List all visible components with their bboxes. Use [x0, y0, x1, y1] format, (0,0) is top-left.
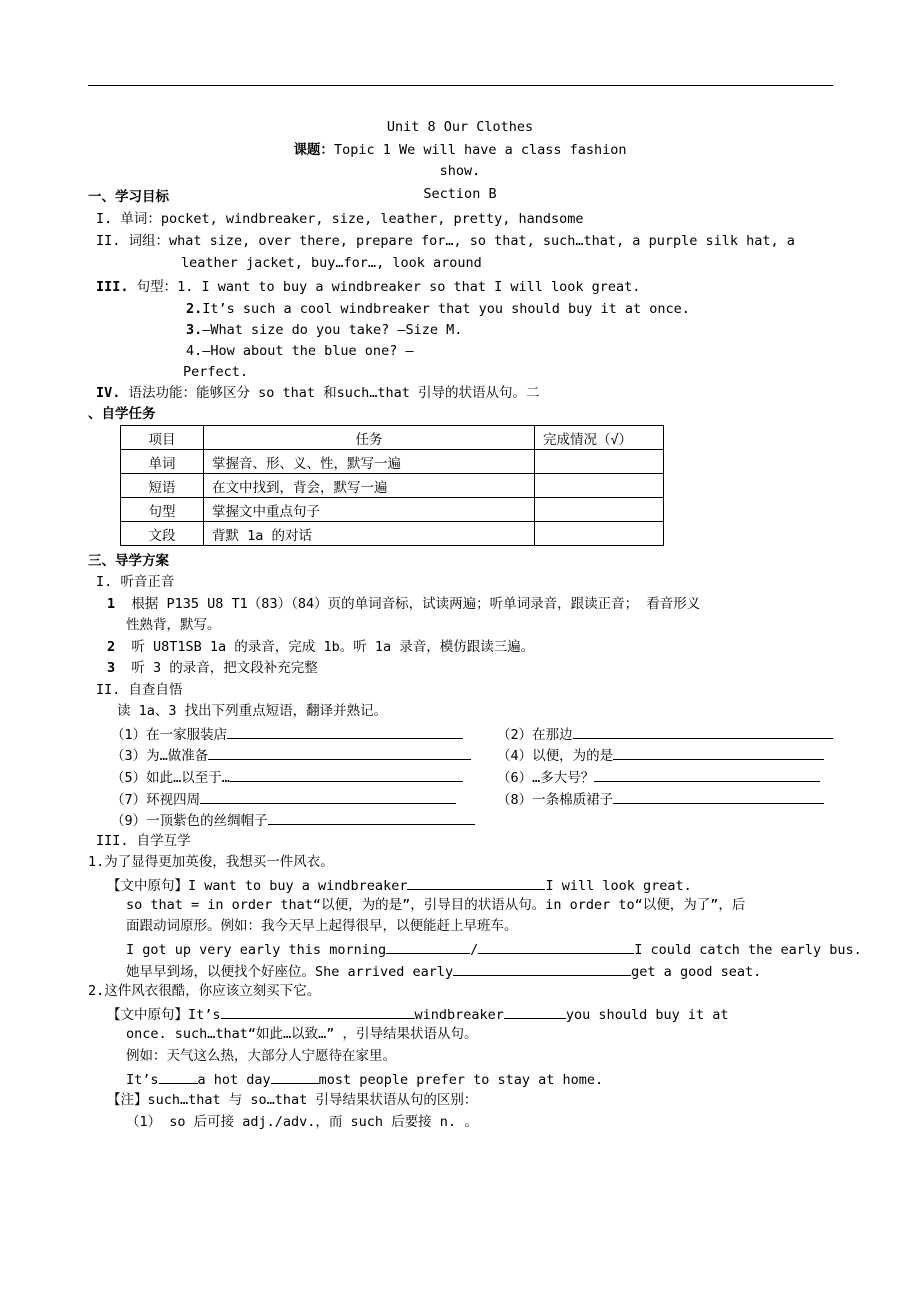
goal-sentences: III. 句型：1. I want to buy a windbreaker so that I will look great. — [96, 279, 641, 295]
table-row — [121, 474, 664, 498]
table-row — [121, 522, 664, 546]
answer-blank[interactable] — [453, 961, 631, 976]
topic-text: Topic 1 We will have a class fashion — [333, 142, 627, 158]
q1-explanation-cont: 面跟动词原形。例如：我今天早上起得很早，以便能赶上早班车。 — [126, 918, 518, 934]
heading-learning-goals: 一、学习目标 — [88, 189, 169, 205]
heading-self-study-tasks: 、自学任务 — [88, 406, 156, 422]
answer-blank[interactable] — [208, 745, 471, 760]
listening-step-1-cont: 性熟背，默写。 — [126, 617, 221, 633]
table-cell-check[interactable] — [535, 498, 664, 522]
goal-words: I. 单词：pocket, windbreaker, size, leather, pretty, handsome — [96, 211, 584, 227]
page-title: Unit 8 Our Clothes — [386, 119, 534, 135]
answer-blank[interactable] — [504, 1004, 566, 1019]
table-cell: 短语 — [121, 474, 204, 498]
topic-label: 课题： — [293, 142, 334, 158]
answer-blank[interactable] — [573, 724, 833, 739]
answer-blank[interactable] — [221, 1004, 415, 1019]
answer-blank[interactable] — [227, 724, 463, 739]
table-cell-check[interactable] — [535, 450, 664, 474]
table-cell: 在文中找到，背会，默写一遍 — [204, 474, 535, 498]
sentence-2: 2.It’s such a cool windbreaker that you should buy it at once. — [186, 301, 690, 317]
table-row — [121, 450, 664, 474]
phrase-item: （7）环视四周 — [111, 789, 456, 809]
answer-blank[interactable] — [613, 745, 824, 760]
table-cell: 掌握文中重点句子 — [204, 498, 535, 522]
note-item-1: （1） so 后可接 adj./adv.，而 such 后要接 n. 。 — [126, 1114, 478, 1130]
q1-explanation: so that = in order that“以便，为的是”，引导目的状语从句。in order to“以便，为了”，后 — [126, 897, 746, 913]
section-label: Section B — [423, 186, 497, 202]
answer-blank[interactable] — [230, 767, 463, 782]
self-check-intro: 读 1a、3 找出下列重点短语，翻译并熟记。 — [117, 703, 388, 719]
table-cell: 掌握音、形、义、性，默写一遍 — [204, 450, 535, 474]
q2-example: It’s a hot day most people prefer to stay at home. — [126, 1069, 603, 1089]
table-header-cell: 完成情况（√） — [535, 426, 664, 450]
question-2: 2.这件风衣很酷，你应该立刻买下它。 — [88, 983, 321, 999]
q1-example-2: 她早早到场，以便找个好座位。She arrived early get a good seat. — [126, 961, 761, 981]
answer-blank[interactable] — [386, 939, 470, 954]
topic-line-2: show. — [439, 163, 481, 179]
note: 【注】such…that 与 so…that 引导结果状语从句的区别： — [107, 1092, 478, 1108]
subheading-listening: I. 听音正音 — [96, 574, 175, 590]
table-cell: 文段 — [121, 522, 204, 546]
answer-blank[interactable] — [271, 1069, 319, 1084]
q2-original: 【文中原句】It’s windbreaker you should buy it at — [107, 1004, 728, 1024]
task-table — [120, 425, 664, 546]
phrase-item: （5）如此…以至于… — [111, 767, 463, 787]
table-cell-check[interactable] — [535, 474, 664, 498]
table-row — [121, 498, 664, 522]
q2-example-intro: 例如：天气这么热，大部分人宁愿待在家里。 — [126, 1048, 396, 1064]
sentence-3: 3.—What size do you take? —Size M. — [186, 322, 463, 338]
listening-step-2: 2 听 U8T1SB 1a 的录音，完成 1b。听 1a 录音，模仿跟读三遍。 — [107, 639, 535, 655]
table-header-cell: 项目 — [121, 426, 204, 450]
sentence-4: 4.—How about the blue one? — — [186, 343, 414, 359]
goal-grammar: IV. 语法功能：能够区分 so that 和such…that 引导的状语从句。二 — [96, 385, 540, 401]
goal-phrases-cont: leather jacket, buy…for…, look around — [181, 255, 482, 271]
answer-blank[interactable] — [200, 789, 456, 804]
subheading-mutual-study: III. 自学互学 — [96, 833, 191, 849]
table-cell: 句型 — [121, 498, 204, 522]
answer-blank[interactable] — [268, 810, 475, 825]
table-header-row — [121, 426, 664, 450]
listening-step-1: 1 根据 P135 U8 T1（83）（84）页的单词音标，试读两遍；听单词录音，跟读正音； 看音形义 — [107, 596, 701, 612]
answer-blank[interactable] — [594, 767, 820, 782]
phrase-item: （6）…多大号？ — [497, 767, 820, 787]
topic-line — [0, 141, 920, 159]
answer-blank[interactable] — [159, 1069, 198, 1084]
question-1: 1.为了显得更加英俊，我想买一件风衣。 — [88, 854, 334, 870]
table-cell-check[interactable] — [535, 522, 664, 546]
q1-example-1: I got up very early this morning / I could catch the early bus. — [126, 939, 862, 959]
top-rule — [88, 85, 833, 86]
listening-step-3: 3 听 3 的录音，把文段补充完整 — [107, 660, 318, 676]
phrase-item: （3）为…做准备 — [111, 745, 471, 765]
subheading-self-check: II. 自查自悟 — [96, 682, 183, 698]
phrase-item: （9）一顶紫色的丝绸帽子 — [111, 810, 475, 830]
table-cell: 单词 — [121, 450, 204, 474]
answer-blank[interactable] — [613, 789, 824, 804]
table-header-cell: 任务 — [204, 426, 535, 450]
phrase-item: （1）在一家服装店 — [111, 724, 463, 744]
phrase-item: （8）一条棉质裙子 — [497, 789, 824, 809]
phrase-item: （2）在那边 — [497, 724, 833, 744]
answer-blank[interactable] — [478, 939, 634, 954]
q1-original: 【文中原句】I want to buy a windbreaker I will look great. — [107, 875, 692, 895]
q2-explanation: once. such…that“如此…以致…” ，引导结果状语从句。 — [126, 1026, 478, 1042]
heading-guided-plan: 三、导学方案 — [88, 553, 169, 569]
table-cell: 背默 1a 的对话 — [204, 522, 535, 546]
goal-phrases: II. 词组：what size, over there, prepare for…, so that, such…that, a purple silk hat, a — [96, 233, 795, 249]
answer-blank[interactable] — [407, 875, 545, 890]
sentence-4-cont: Perfect. — [183, 364, 249, 380]
phrase-item: （4）以便，为的是 — [497, 745, 824, 765]
